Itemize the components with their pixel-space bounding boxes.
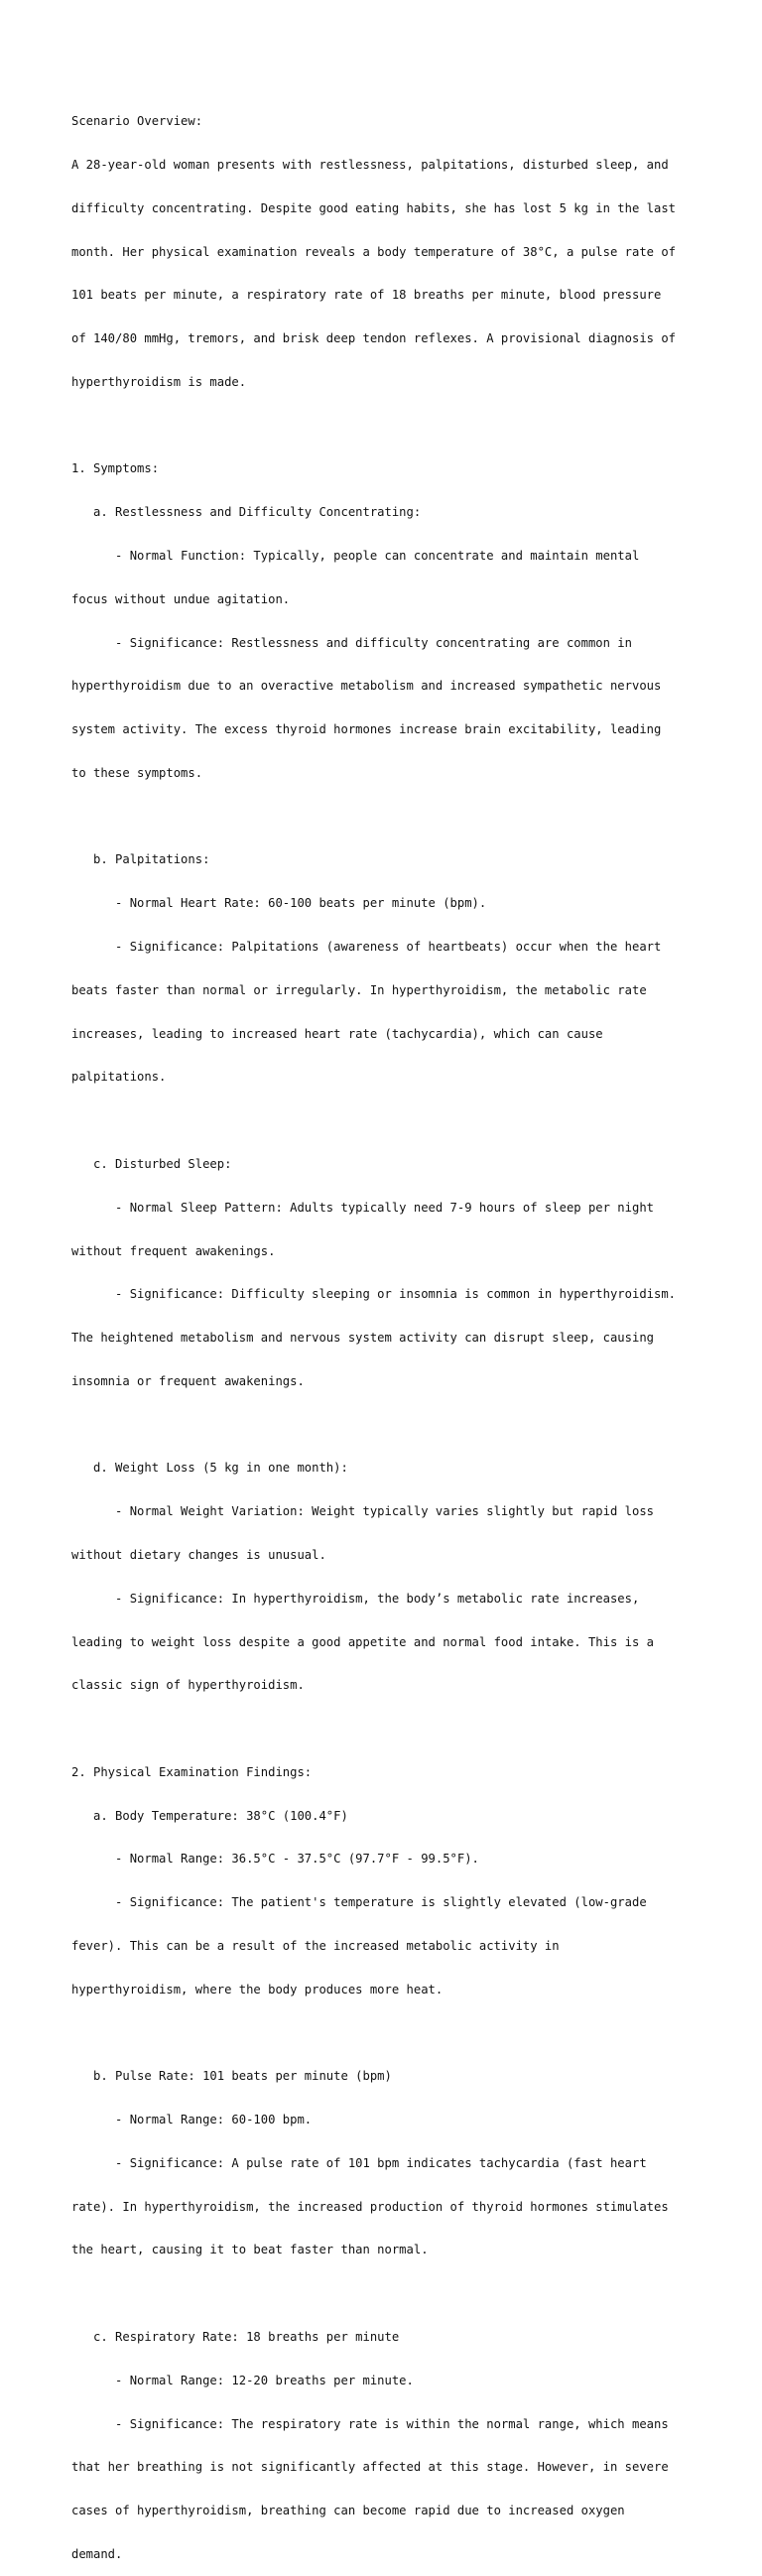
blank-line	[71, 2286, 706, 2301]
text-line: cases of hyperthyroidism, breathing can become rapid due to increased oxygen	[71, 2504, 625, 2518]
text-line: difficulty concentrating. Despite good eating habits, she has lost 5 kg in the last	[71, 200, 677, 215]
text-line: palpitations.	[71, 1070, 167, 1085]
text-line: beats faster than normal or irregularly. In hyperthyroidism, the metabolic rate	[71, 982, 647, 997]
text-line: a. Body Temperature: 38°C (100.4°F)	[71, 1808, 348, 1823]
text-line: - Normal Range: 12-20 breaths per minute.	[71, 2373, 414, 2387]
text-line: - Significance: Difficulty sleeping or insomnia is common in hyperthyroidism.	[71, 1287, 677, 1302]
text-line: - Significance: The respiratory rate is within the normal range, which means	[71, 2416, 669, 2431]
text-line: c. Respiratory Rate: 18 breaths per minute	[71, 2330, 400, 2345]
text-line: to these symptoms.	[71, 765, 203, 780]
text-line: - Normal Function: Typically, people can concentrate and maintain mental	[71, 549, 640, 563]
text-line: - Normal Range: 60-100 bpm.	[71, 2113, 313, 2127]
text-line: demand.	[71, 2546, 123, 2561]
text-line: The heightened metabolism and nervous system activity can disrupt sleep, causing	[71, 1331, 654, 1346]
text-line: d. Weight Loss (5 kg in one month):	[71, 1461, 348, 1476]
document-page	[71, 85, 706, 2576]
text-line: b. Pulse Rate: 101 beats per minute (bpm)	[71, 2069, 392, 2084]
text-line: hyperthyroidism is made.	[71, 374, 247, 389]
text-line: - Significance: Restlessness and difficulty concentrating are common in	[71, 635, 632, 650]
text-line: that her breathing is not significantly affected at this stage. However, in severe	[71, 2460, 669, 2475]
text-line: a. Restlessness and Difficulty Concentrating:	[71, 505, 422, 520]
text-line: c. Disturbed Sleep:	[71, 1156, 232, 1171]
text-line: hyperthyroidism due to an overactive metabolism and increased sympathetic nervous	[71, 679, 662, 694]
text-line: the heart, causing it to beat faster than normal.	[71, 2243, 429, 2257]
text-line: - Significance: Palpitations (awareness of heartbeats) occur when the heart	[71, 940, 662, 955]
text-line: b. Palpitations:	[71, 852, 210, 867]
text-line: - Normal Range: 36.5°C - 37.5°C (97.7°F - 99.5°F).	[71, 1852, 479, 1867]
text-line: classic sign of hyperthyroidism.	[71, 1678, 305, 1693]
text-line: 101 beats per minute, a respiratory rate of 18 breaths per minute, blood pressure	[71, 288, 662, 303]
text-line: month. Her physical examination reveals a body temperature of 38°C, a pulse rate of	[71, 244, 677, 259]
text-line: without frequent awakenings.	[71, 1243, 276, 1258]
text-line: - Significance: The patient's temperature is slightly elevated (low-grade	[71, 1895, 647, 1910]
text-line: - Normal Weight Variation: Weight typically varies slightly but rapid loss	[71, 1504, 654, 1519]
blank-line	[71, 419, 706, 434]
text-line: hyperthyroidism, where the body produces more heat.	[71, 1982, 444, 1996]
blank-line	[71, 1722, 706, 1737]
text-line: A 28-year-old woman presents with restlessness, palpitations, disturbed sleep, and	[71, 157, 669, 172]
text-line: rate). In hyperthyroidism, the increased production of thyroid hormones stimulates	[71, 2199, 669, 2214]
text-line: leading to weight loss despite a good appetite and normal food intake. This is a	[71, 1634, 654, 1649]
text-line: - Significance: A pulse rate of 101 bpm indicates tachycardia (fast heart	[71, 2155, 647, 2170]
blank-line	[71, 1113, 706, 1128]
text-line: - Significance: In hyperthyroidism, the body’s metabolic rate increases,	[71, 1591, 640, 1606]
blank-line	[71, 2026, 706, 2041]
text-line: insomnia or frequent awakenings.	[71, 1373, 305, 1388]
text-line: focus without undue agitation.	[71, 591, 291, 606]
text-line: Scenario Overview:	[71, 114, 203, 129]
text-line: system activity. The excess thyroid hormones increase brain excitability, leading	[71, 722, 662, 737]
text-line: - Normal Sleep Pattern: Adults typically need 7-9 hours of sleep per night	[71, 1200, 654, 1215]
text-line: of 140/80 mmHg, tremors, and brisk deep tendon reflexes. A provisional diagnosis of	[71, 331, 677, 346]
text-line: 1. Symptoms:	[71, 461, 160, 476]
text-line: increases, leading to increased heart rate (tachycardia), which can cause	[71, 1026, 603, 1041]
text-line: - Normal Heart Rate: 60-100 beats per minute (bpm).	[71, 896, 487, 911]
text-line: without dietary changes is unusual.	[71, 1547, 326, 1562]
blank-line	[71, 810, 706, 825]
text-line: fever). This can be a result of the increased metabolic activity in	[71, 1939, 560, 1953]
text-line: 2. Physical Examination Findings:	[71, 1764, 313, 1779]
blank-line	[71, 1418, 706, 1433]
